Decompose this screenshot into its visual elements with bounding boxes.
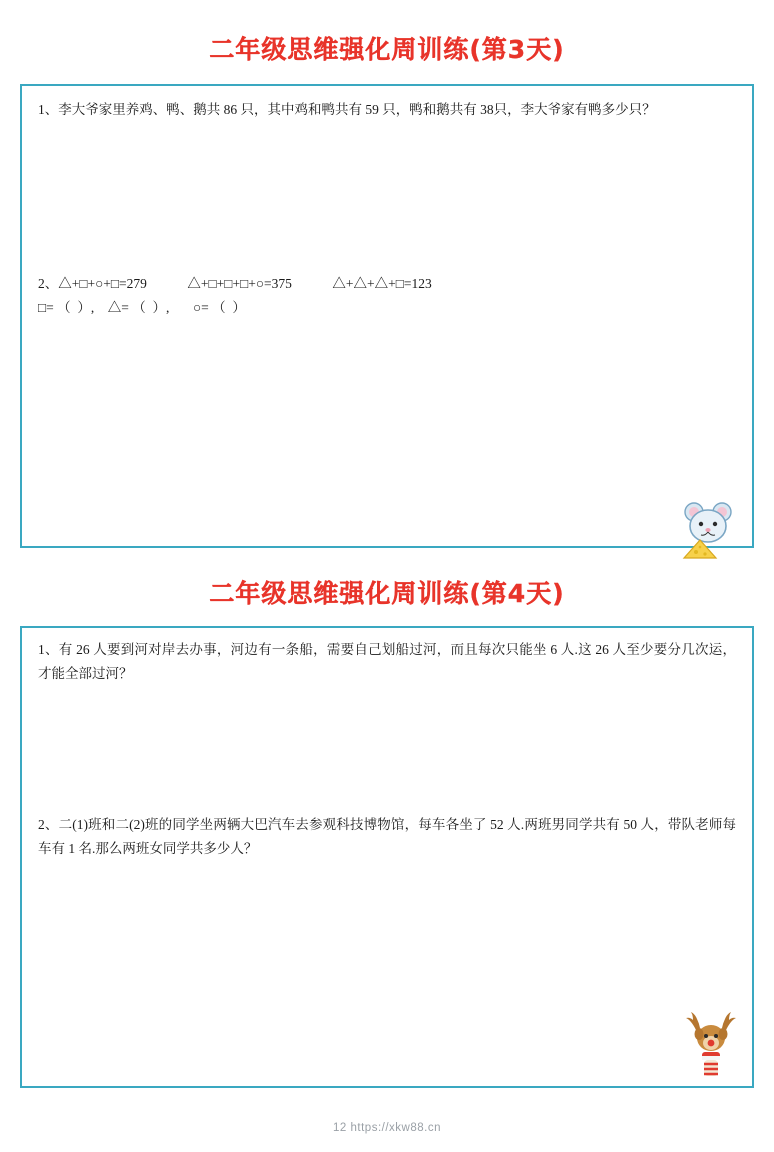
page-title-day3: 二年级思维强化周训练(第3天) — [209, 35, 565, 64]
work-space-2-day4 — [22, 861, 752, 953]
question-2-day4: 2、二(1)班和二(2)班的同学坐两辆大巴汽车去参观科技博物馆，每车各坐了 52 人.两班男同学共有 50 人，带队老师每车有 1 名.那么两班女同学共多少人？ — [38, 817, 736, 856]
worksheet-page — [0, 30, 774, 1152]
question-2-answer-line-day3: □= （ ）, △= （ ）, ○= （ ） — [38, 299, 246, 315]
footer — [0, 1122, 774, 1134]
footer-url: https://xkw88.cn — [350, 1122, 441, 1134]
answer-box-day4 — [20, 626, 754, 1088]
section-day3 — [0, 30, 774, 548]
work-space-1-day4 — [22, 685, 752, 813]
work-space-1-day3 — [22, 122, 752, 272]
reindeer-icon — [680, 1012, 742, 1082]
page-title-day4: 二年级思维强化周训练(第4天) — [209, 579, 565, 608]
section-spacer — [0, 548, 774, 574]
answer-box-day3 — [20, 84, 754, 548]
question-1-day4: 1、有 26 人要到河对岸去办事，河边有一条船，需要自己划船过河，而且每次只能坐 6 人.这 26 人至少要分几次运，才能全部过河？ — [38, 642, 736, 681]
mouse-with-cheese-icon — [676, 496, 740, 562]
section-day4 — [0, 574, 774, 1088]
question-2-day3: 2、△+□+○+□=279 △+□+□+□+○=375 △+△+△+□=123 — [38, 275, 432, 291]
page-number: 12 — [333, 1122, 347, 1134]
question-1-day3: 1、李大爷家里养鸡、鸭、鹅共 86 只，其中鸡和鸭共有 59 只，鸭和鹅共有 38只，李大爷家有鸭多少只？ — [38, 102, 656, 117]
